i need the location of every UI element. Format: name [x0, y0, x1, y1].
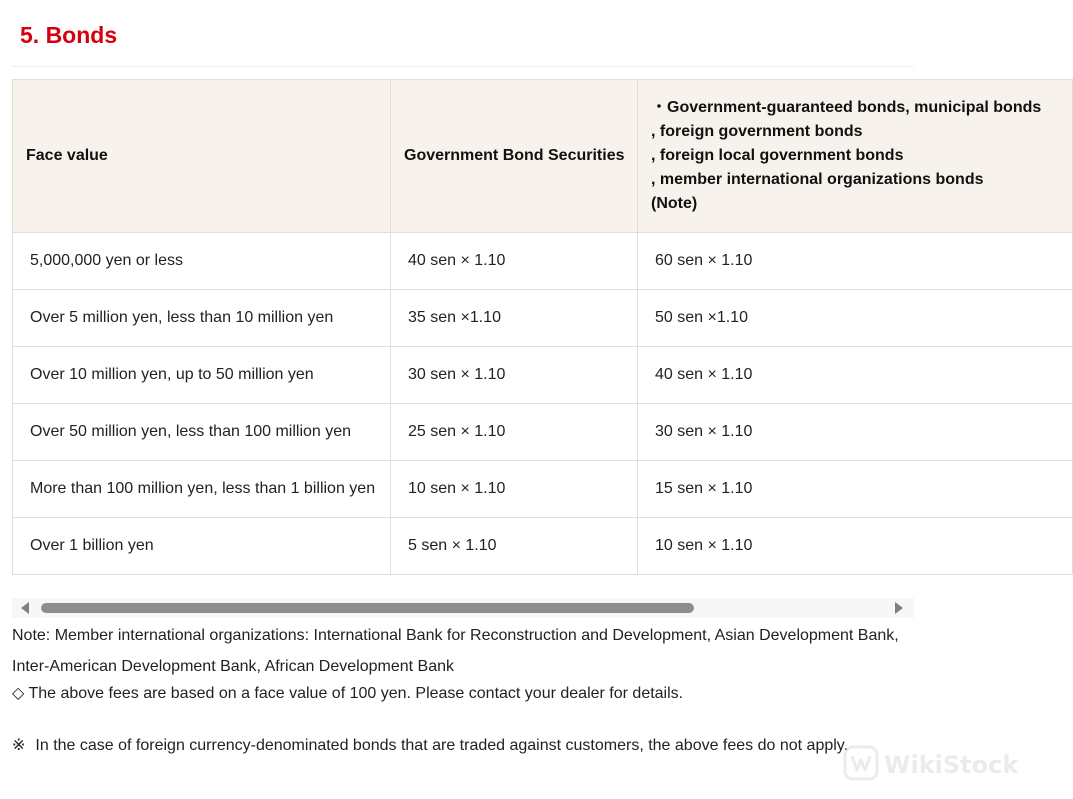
- table-header-row: [13, 80, 1073, 233]
- title-divider: [12, 66, 914, 67]
- table-row: [13, 290, 1073, 347]
- face-value-cell: 5,000,000 yen or less: [13, 233, 391, 290]
- table-row: [13, 347, 1073, 404]
- other-bond-fee-cell: 15 sen × 1.10: [638, 461, 1073, 518]
- scroll-right-arrow-icon[interactable]: [895, 602, 903, 614]
- notes-section: [12, 620, 917, 756]
- header-other-line: , foreign government bonds: [651, 123, 863, 140]
- other-bond-fee-cell: 30 sen × 1.10: [638, 404, 1073, 461]
- table-row: [13, 518, 1073, 575]
- watermark-text: WikiStock: [884, 751, 1019, 779]
- section-title: 5. Bonds: [20, 22, 118, 48]
- face-value-cell: Over 10 million yen, up to 50 million yen: [13, 347, 391, 404]
- face-value-cell: Over 1 billion yen: [13, 518, 391, 575]
- fees-basis-note: [12, 682, 917, 705]
- header-other-line: ・Government-guaranteed bonds, municipal bonds: [651, 99, 1042, 116]
- header-other-line: , foreign local government bonds: [651, 147, 904, 164]
- note-line: Note: Member international organizations: International Bank for Reconstruction and Development, Asian Development Bank,: [12, 627, 899, 644]
- face-value-cell: Over 50 million yen, less than 100 million yen: [13, 404, 391, 461]
- diamond-icon: ◇: [12, 685, 25, 702]
- gov-bond-fee-cell: 35 sen ×1.10: [391, 290, 638, 347]
- scrollbar-thumb[interactable]: [41, 603, 694, 613]
- other-bond-fee-cell: 50 sen ×1.10: [638, 290, 1073, 347]
- table-row: [13, 461, 1073, 518]
- gov-bond-fee-cell: 5 sen × 1.10: [391, 518, 638, 575]
- other-bond-fee-cell: 60 sen × 1.10: [638, 233, 1073, 290]
- fee-table-scroll-container[interactable]: [12, 79, 1042, 575]
- header-other-line: , member international organizations bonds: [651, 171, 984, 188]
- header-other-bonds: [638, 80, 1073, 233]
- header-other-line: (Note): [651, 195, 698, 212]
- gov-bond-fee-cell: 40 sen × 1.10: [391, 233, 638, 290]
- other-bond-fee-cell: 10 sen × 1.10: [638, 518, 1073, 575]
- face-value-cell: More than 100 million yen, less than 1 billion yen: [13, 461, 391, 518]
- reference-mark-icon: ※: [12, 737, 26, 754]
- face-value-cell: Over 5 million yen, less than 10 million yen: [13, 290, 391, 347]
- gov-bond-fee-cell: 25 sen × 1.10: [391, 404, 638, 461]
- table-row: [13, 404, 1073, 461]
- gov-bond-fee-cell: 10 sen × 1.10: [391, 461, 638, 518]
- foreign-currency-note: [12, 736, 917, 756]
- table-row: [13, 233, 1073, 290]
- foreign-currency-text: In the case of foreign currency-denominated bonds that are traded against customers, the above fees do not apply.: [35, 737, 849, 754]
- header-face-value: Face value: [13, 80, 391, 233]
- gov-bond-fee-cell: 30 sen × 1.10: [391, 347, 638, 404]
- other-bond-fee-cell: 40 sen × 1.10: [638, 347, 1073, 404]
- note-line: Inter-American Development Bank, African Development Bank: [12, 658, 454, 675]
- fees-basis-text: The above fees are based on a face value of 100 yen. Please contact your dealer for details.: [24, 685, 684, 702]
- horizontal-scrollbar[interactable]: [12, 598, 914, 618]
- member-organizations-note: [12, 620, 917, 682]
- header-government-bond: Government Bond Securities: [391, 80, 638, 233]
- bond-fee-table: [12, 79, 1073, 575]
- scroll-left-arrow-icon[interactable]: [21, 602, 29, 614]
